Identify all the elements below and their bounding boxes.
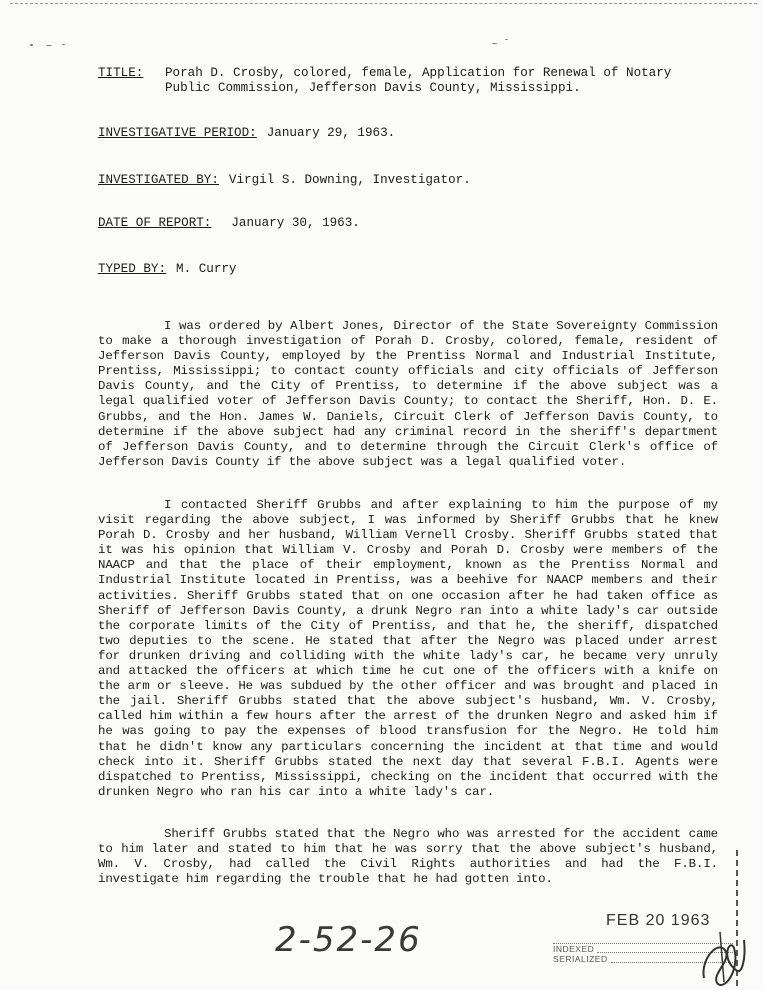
investigated-value: Virgil S. Downing, Investigator. — [228, 173, 471, 187]
date-value: January 30, 1963. — [231, 216, 360, 230]
scan-speck — [46, 45, 52, 46]
received-date-stamp: FEB 20 1963 — [606, 912, 711, 929]
handwritten-initials-icon — [690, 918, 750, 988]
report-title — [98, 66, 685, 96]
title-label: TITLE: — [98, 66, 144, 80]
scan-speck — [505, 39, 508, 40]
investigative-period — [98, 126, 395, 141]
scan-speck — [62, 44, 65, 45]
paragraph-text: I contacted Sheriff Grubbs and after explaining to him the purpose of my visit regarding the above subject, I was informed by Sheriff Grubbs that he knew Porah D. Crosby and her husband, William Vernell Crosby. Sheriff Grubbs stated that it was his opinion that William V. Crosby and Porah D. Crosby were members of the NAACP and that the place of their employment, known as the Prentiss Normal and Industrial Institute located in Prentiss, was a beehive for NAACP members and their activities. Sheriff Grubbs stated that on one occasion after he had taken office as Sheriff of Jefferson Davis County, a drunk Negro ran into a white lady's car outside the corporate limits of the City of Prentiss, and that he, the sheriff, dispatched two deputies to the scene. He stated that after the Negro was placed under arrest for drunken driving and colliding with the white lady's car, he became very unruly and attacked the officers at which time he cut one of the officers with a knife on the arm or sleeve. He was subdued by the other officer and was brought and placed in the jail. Sheriff Grubbs stated that the above subject's husband, Wm. V. Crosby, called him within a few hours after the arrest of the drunken Negro and asked him if he was going to pay the expenses of blood transfusion for the Negro. He told him that he didn't know any particulars concerning the incident at that time and would check into it. Sheriff Grubbs stated the next day that several F.B.I. Agents were dispatched to Prentiss, Mississippi, checking on the incident that occurred with the drunken Negro who ran his car into a white lady's car. — [98, 498, 718, 799]
period-label: INVESTIGATIVE PERIOD: — [98, 126, 257, 140]
body-paragraph-3 — [98, 827, 718, 887]
typed-label: TYPED BY: — [98, 262, 167, 276]
scan-speck — [30, 44, 33, 46]
stamp-indexed: INDEXED — [553, 944, 595, 954]
stamp-serialized: SERIALIZED — [553, 954, 608, 964]
handwritten-file-number: 2-52-26 — [275, 920, 422, 960]
typed-by — [98, 262, 237, 277]
body-paragraph-2 — [98, 498, 718, 800]
investigated-by — [98, 173, 471, 188]
date-label: DATE OF REPORT: — [98, 216, 212, 230]
scan-speck — [492, 43, 497, 44]
top-dashed-border — [10, 3, 757, 4]
paragraph-text: I was ordered by Albert Jones, Director of the State Sovereignty Commission to make a thorough investigation of Porah D. Crosby, colored, female, resident of Jefferson Davis County, employed by the Prentiss Normal and Industrial Institute, Prentiss, Mississippi; to contact county officials and city officials of Jefferson Davis County, and the City of Prentiss, to determine if the above subject was a legal qualified voter of Jefferson Davis County; to contact the Sheriff, Hon. D. E. Grubbs, and the Hon. James W. Daniels, Circuit Clerk of Jefferson Davis County, to determine if the above subject had any criminal record in the sheriff's department of Jefferson Davis County, and to determine through the Circuit Clerk's office of Jefferson Davis County if the above subject was a legal qualified voter. — [98, 319, 718, 469]
date-of-report — [98, 216, 360, 231]
period-value: January 29, 1963. — [266, 126, 396, 140]
paragraph-text: Sheriff Grubbs stated that the Negro who was arrested for the accident came to him later and stated to him that he was sorry that the above subject's husband, Wm. V. Crosby, had called the Civil Rights authorities and had the F.B.I. investigate him regarding the trouble that he had gotten into. — [98, 827, 718, 887]
investigated-label: INVESTIGATED BY: — [98, 173, 219, 187]
body-paragraph-1 — [98, 319, 718, 470]
title-value: Porah D. Crosby, colored, female, Application for Renewal of Notary Public Commission, Jefferson Davis County, Mississippi. — [165, 66, 672, 95]
typed-value: M. Curry — [176, 262, 237, 276]
